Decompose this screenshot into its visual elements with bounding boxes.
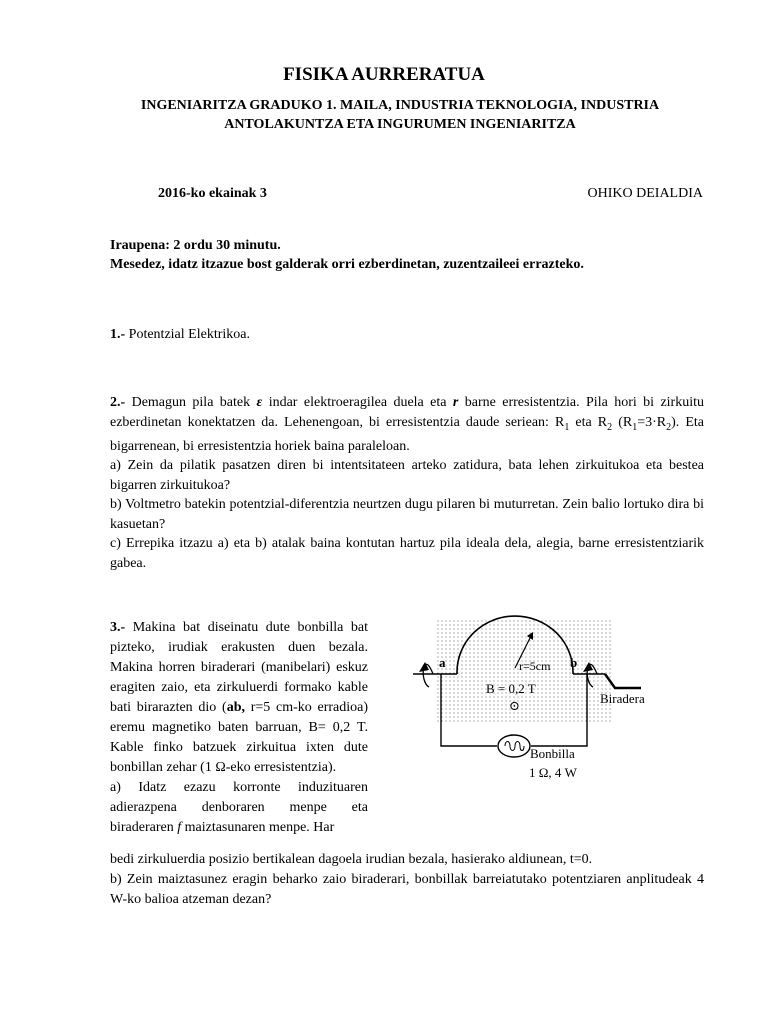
subtitle-line-1: INGENIARITZA GRADUKO 1. MAILA, INDUSTRIA TEKNOLOGIA, INDUSTRIA	[140, 98, 660, 113]
question-1	[110, 325, 704, 345]
text-span: ). Eta bigarrenean, bi erresistentzia horiek baina paraleloan.	[110, 414, 705, 454]
resistance-symbol: r	[452, 395, 459, 410]
question-3-body	[110, 618, 368, 838]
bulb-label: Bonbilla	[530, 746, 575, 761]
text-span: (R	[618, 414, 633, 430]
field-label: B = 0,2 T	[486, 681, 536, 696]
frequency-symbol: f	[177, 820, 182, 835]
exam-call: OHIKO DEIALDIA	[587, 186, 703, 201]
course-subtitle	[90, 96, 710, 134]
radius-label: r=5cm	[519, 659, 551, 673]
instructions	[110, 236, 710, 274]
subscript: 1	[632, 421, 638, 433]
text-span: maiztasunaren menpe. Har	[184, 820, 335, 835]
part-c: c) Errepika itzazu a) eta b) atalak baina kontutan hartuz pila ideala dela, alegia, barne erresistentziarik gabea.	[110, 536, 704, 571]
text-span: =3·R	[637, 414, 667, 430]
question-number: 2.-	[110, 395, 126, 410]
text-span: Demagun pila batek	[131, 395, 251, 410]
subscript: 1	[564, 421, 570, 433]
text-span: barne erresistentzia. Pila hori bi zirkuitu ezberdinetan konektatzen da. Lehenengoan, bi erresistentzia daude seriean: R	[110, 395, 704, 430]
duration: Iraupena: 2 ordu 30 minutu.	[110, 238, 281, 253]
text-span: r=5 cm-ko erradioa) eremu magnetiko baten barruan, B= 0,2 T. Kable finko batzuek zirkuitua ixten dute bonbillan zehar (1 Ω-eko erresistentzia).	[110, 700, 369, 775]
question-3-continuation	[110, 850, 704, 910]
bulb-icon	[498, 735, 530, 757]
page-title: FISIKA AURRERATUA	[283, 64, 485, 85]
arrow-head-icon	[419, 662, 429, 672]
instructions-note: Mesedez, idatz itzazue bost galderak orri ezberdinetan, zuzentzaileei errazteko.	[110, 257, 584, 272]
question-number: 1.-	[110, 327, 126, 342]
text-span: a) Idatz ezazu korronte induzituaren adierazpena denboraren menpe eta biraderaren	[110, 780, 368, 835]
label-a: a	[439, 655, 446, 670]
wire-label: ab,	[226, 700, 245, 715]
part-a: a) Zein da pilatik pasatzen diren bi intentsitateen arteko zatidura, bata lehen zirkuitukoa eta bestea bigarren zirkuitukoa?	[110, 458, 704, 493]
field-direction-symbol: ⊙	[509, 698, 520, 713]
question-text: Potentzial Elektrikoa.	[128, 327, 250, 342]
crank-label: Biradera	[600, 691, 645, 706]
label-b: b	[570, 655, 578, 670]
part-a-end: bedi zirkuluerdia posizio bertikalean dagoela irudian bezala, hasierako aldiunean, t=0.	[110, 852, 593, 867]
text-span: Makina bat diseinatu dute bonbilla bat pizteko, irudiak erakusten duen bezala. Makina horren biraderari (manibelari) eskuz eragiten zaio, eta zirkuluerdi formako kable bati birarazten dio (	[110, 620, 368, 715]
question-body	[110, 393, 704, 456]
emf-symbol: ε	[256, 395, 263, 410]
question-number: 3.-	[110, 620, 126, 635]
text-span: indar elektroeragilea duela eta	[268, 395, 447, 410]
bulb-spec: 1 Ω, 4 W	[529, 765, 577, 780]
part-b: b) Voltmetro batekin potentzial-diferentzia neurtzen dugu pilaren bi muturretan. Zein balio lortuko dira bi kasuetan?	[110, 497, 704, 532]
subscript: 2	[666, 421, 672, 433]
subscript: 2	[607, 421, 613, 433]
exam-date: 2016-ko ekainak 3	[158, 186, 267, 201]
subtitle-line-2: ANTOLAKUNTZA ETA INGURUMEN INGENIARITZA	[224, 117, 576, 132]
circuit-figure	[405, 612, 675, 800]
text-span: eta R	[575, 414, 608, 430]
part-b: b) Zein maiztasunez eragin beharko zaio biraderari, bonbillak barreiatutako potentziaren anplitudeak 4 W-ko balioa atzeman dezan?	[110, 872, 704, 907]
question-2	[110, 393, 704, 573]
